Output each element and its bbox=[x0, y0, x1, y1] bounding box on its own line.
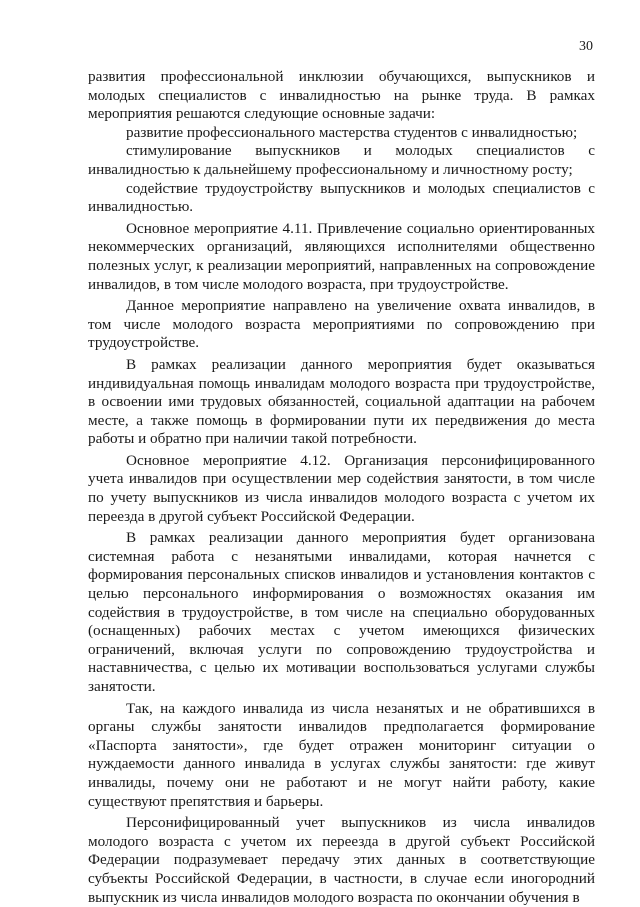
document-body bbox=[88, 68, 595, 907]
paragraph: Так, на каждого инвалида из числа незанятых и не обратившихся в органы службы занятости инвалидов предполагается формирование «Паспорта занятости», где будет отражен мониторинг ситуации о нуждаемости данного инвалида в услугах службы занятости: где живут инвалиды, почему они не работают и не могут найти работу, какие существуют препятствия и барьеры. bbox=[88, 699, 595, 810]
paragraph: развитие профессионального мастерства студентов с инвалидностью; bbox=[126, 123, 578, 141]
paragraph: стимулирование выпускников и молодых специалистов с инвалидностью к дальнейшему профессиональному и личностному росту; bbox=[88, 142, 595, 178]
paragraph: В рамках реализации данного мероприятия будет оказываться индивидуальная помощь инвалидам молодого возраста при трудоустройстве, в освоении ими трудовых обязанностей, социальной адаптации на рабочем месте, а также помощь в формировании пути их передвижения до места работы и обратно при наличии такой потребности. bbox=[88, 355, 595, 448]
paragraph: Основное мероприятие 4.12. Организация персонифицированного учета инвалидов при осуществлении мер содействия занятости, в том числе по учету выпускников из числа инвалидов молодого возраста с учетом их переезда в другой субъект Российской Федерации. bbox=[88, 451, 595, 525]
paragraph: Данное мероприятие направлено на увеличение охвата инвалидов, в том числе молодого возраста мероприятиями по сопровождению при трудоустройстве. bbox=[88, 297, 595, 352]
paragraph: содействие трудоустройству выпускников и молодых специалистов с инвалидностью. bbox=[88, 179, 595, 216]
page-number: 30 bbox=[579, 39, 593, 54]
paragraph: Основное мероприятие 4.11. Привлечение социально ориентированных некоммерческих организаций, являющихся исполнителями общественно полезных услуг, к реализации мероприятий, направленных на сопровождение инвалидов, в том числе молодого возраста, при трудоустройстве. bbox=[88, 219, 595, 293]
paragraph: развития профессиональной инклюзии обучающихся, выпускников и молодых специалистов с инвалидностью на рынке труда. В рамках мероприятия решаются следующие основные задачи: bbox=[88, 68, 595, 123]
paragraph: В рамках реализации данного мероприятия будет организована системная работа с незанятыми инвалидами, которая начнется с формирования персональных списков инвалидов и установления контактов с целью персонального информирования о возможностях оказания им содействия в трудоустройстве, в том числе на специально оборудованных (оснащенных) рабочих местах с учетом имеющихся физических ограничений, включая услуги по сопровождению трудоустройства и наставничества, с целью их мотивации воспользоваться услугами службы занятости. bbox=[88, 529, 595, 695]
paragraph: Персонифицированный учет выпускников из числа инвалидов молодого возраста с учетом их переезда в другой субъект Российской Федерации подразумевает передачу этих данных в соответствующие субъекты Российской Федерации, в частности, в случае если иногородний выпускник из числа инвалидов молодого возраста по окончании обучения в bbox=[88, 814, 595, 906]
